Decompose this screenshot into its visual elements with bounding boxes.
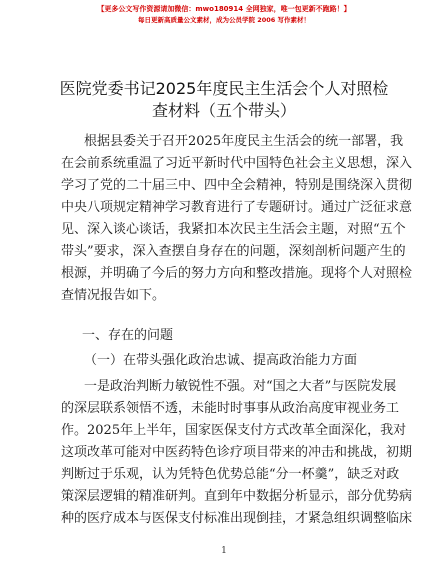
body-paragraph-line: 一是政治判断力敏锐性不强。对“国之大者”与医院发展 <box>84 379 397 394</box>
promo-banner-line-1: 【更多公文写作资源请加微信：mwo180914 全网独家，唯一包更新不跑路！】 <box>97 5 351 13</box>
intro-paragraph-line: 带头”要求，深入查摆自身存在的问题，深刻剖析问题产生的 <box>61 244 406 259</box>
body-paragraph-line: 作。2025年上半年，国家医保支付方式改革全面深化，我对 <box>61 423 407 438</box>
intro-paragraph-line: 查情况报告如下。 <box>61 288 166 303</box>
body-paragraph-line: 判断过于乐观，认为凭特色优势总能“分一杯羹”，缺乏对政 <box>61 467 400 482</box>
section-heading: 一、存在的问题 <box>82 328 174 343</box>
page-number: 1 <box>221 546 227 556</box>
intro-paragraph-line: 见、深入谈心谈话，我紧扣本次民主生活会主题，对照“五个 <box>61 222 406 237</box>
intro-paragraph-line: 中央八项规定精神学习教育进行了专题研讨。通过广泛征求意 <box>61 200 413 215</box>
body-paragraph-line: 的深层联系领悟不透，未能时时事事从政治高度审视业务工 <box>61 401 400 416</box>
document-title-line-2: 查材料（五个带头） <box>151 101 296 120</box>
subsection-heading: （一）在带头强化政治忠诚、提高政治能力方面 <box>84 353 358 368</box>
document-title-line-1: 医院党委书记2025年度民主生活会个人对照检 <box>59 79 389 98</box>
intro-paragraph-line: 学习了党的二十届三中、四中全会精神，特别是围绕深入贯彻 <box>61 178 413 193</box>
intro-paragraph-line: 根源，并明确了今后的努力方向和整改措施。现将个人对照检 <box>61 266 413 281</box>
intro-paragraph-line: 根据县委关于召开2025年度民主生活会的统一部署，我 <box>84 134 404 149</box>
promo-banner-line-2: 每日更新高质量公文素材，成为公员学院 2006 写作素材！ <box>137 16 311 24</box>
body-paragraph-line: 这项改革可能对中医药特色诊疗项目带来的冲击和挑战，初期 <box>61 445 413 460</box>
body-paragraph-line: 策深层逻辑的精准研判。直到年中数据分析显示，部分优势病 <box>61 489 413 504</box>
intro-paragraph-line: 在会前系统重温了习近平新时代中国特色社会主义思想，深入 <box>61 156 413 171</box>
body-paragraph-line: 种的医疗成本与医保支付标准出现倒挂，才紧急组织调整临床 <box>61 511 413 526</box>
